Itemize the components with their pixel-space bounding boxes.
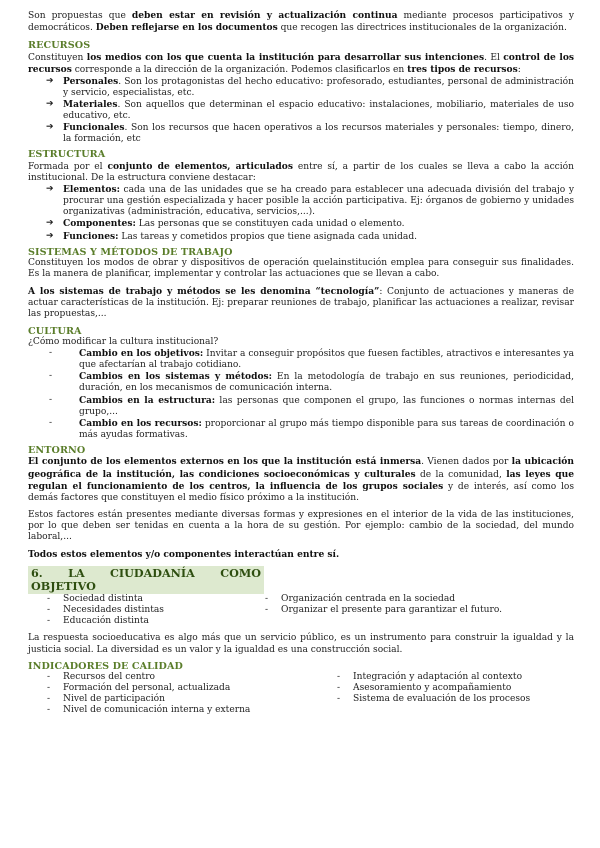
list-item: - Asesoramiento y acompañamiento xyxy=(337,683,512,694)
list-item: - Nivel de comunicación interna y externa xyxy=(47,705,251,716)
sistemas-paragraph: Constituyen los modos de obrar y dispositivos de operación quelainstitución emplea para conseguir sus finalidades. Es la manera de planificar, implementar y controlar las actuaciones que se llevan a cabo. xyxy=(28,258,574,280)
arrow-icon: ➔ xyxy=(46,184,54,195)
ciudadania-col-1 xyxy=(28,594,246,627)
intro-paragraph: Son propuestas que deben estar en revisión y actualización continua mediante procesos participativos y democráticos. Deben reflejarse en los documentos que recogen las directrices institucionales de la organización. xyxy=(28,10,575,34)
dash-marker: - xyxy=(49,371,53,382)
indicadores-heading: INDICADORES DE CALIDAD xyxy=(28,660,183,672)
dash-marker: - xyxy=(49,348,53,359)
list-item: - Cambio en los objetivos: Invitar a conseguir propósitos que fuesen factibles, atractivos e interesantes ya que afectarían al trabajo cotidiano. xyxy=(49,348,574,371)
ciudadania-col-2 xyxy=(246,594,566,627)
list-item: - Nivel de participación xyxy=(47,694,166,705)
entorno-summary: Todos estos elementos y/o componentes interactúan entre sí. xyxy=(28,549,340,561)
list-item: ➔ Personales. Son los protagonistas del hecho educativo: profesorado, estudiantes, personal de administración y servicio, especialistas, etc. xyxy=(46,75,574,98)
recursos-heading: RECURSOS xyxy=(28,40,91,52)
list-item: - Formación del personal, actualizada xyxy=(47,683,231,694)
document-page xyxy=(28,0,574,717)
dash-marker: - xyxy=(49,394,53,405)
arrow-icon: ➔ xyxy=(46,99,54,110)
entorno-heading: ENTORNO xyxy=(28,444,86,456)
arrow-icon: ➔ xyxy=(46,230,54,241)
estructura-heading: ESTRUCTURA xyxy=(28,149,106,161)
estructura-paragraph: Formada por el conjunto de elementos, articulados entre sí, a partir de los cuales se lleva a cabo la acción institucional. De la estructura conviene destacar: xyxy=(28,160,574,184)
list-item: - Recursos del centro xyxy=(47,672,156,683)
list-item: - Organizar el presente para garantizar el futuro. xyxy=(265,605,503,616)
tecnologia-paragraph: A los sistemas de trabajo y métodos se les denomina “tecnología”: Conjunto de actuaciones y maneras de actuar características de la institución. Ej: preparar reuniones de trabajo, planificar las actuaciones a realizar, revisar las propuestas,... xyxy=(28,286,574,320)
cultura-list xyxy=(28,348,574,441)
cultura-question: ¿Cómo modificar la cultura institucional? xyxy=(28,337,219,348)
list-item: ➔ Componentes: Las personas que se constituyen cada unidad o elemento. xyxy=(46,218,405,230)
arrow-icon: ➔ xyxy=(46,75,54,86)
list-item: ➔ Funcionales. Son los recursos que hacen operativos a los recursos materiales y personales: tiempo, dinero, la formación, etc xyxy=(46,122,574,145)
indicadores-columns xyxy=(28,672,574,716)
dash-marker: - xyxy=(49,417,53,428)
list-item: - Cambio en los recursos: proporcionar al grupo más tiempo disponible para sus tareas de coordinación o más ayudas formativas. xyxy=(49,417,574,440)
list-item: - Sistema de evaluación de los procesos xyxy=(337,694,531,705)
list-item: - Educación distinta xyxy=(47,616,149,627)
arrow-icon: ➔ xyxy=(46,218,54,229)
list-item: - Sociedad distinta xyxy=(47,594,143,605)
sistemas-heading: SISTEMAS Y MÉTODOS DE TRABAJO xyxy=(28,246,233,258)
entorno-factores-paragraph: Estos factores están presentes mediante diversas formas y expresiones en el interior de la vida de las instituciones, por lo que deben ser tenidas en cuenta a la hora de su gestión. Por ejemplo: cambio de la sociedad, del mundo laboral,... xyxy=(28,509,574,542)
arrow-icon: ➔ xyxy=(46,122,54,133)
list-item: ➔ Funciones: Las tareas y cometidos propios que tiene asignada cada unidad. xyxy=(46,230,418,242)
recursos-paragraph: Constituyen los medios con los que cuenta la institución para desarrollar sus intenciones. El control de los recursos corresponde a la dirección de la organización. Podemos clasificarlos en tres tipos de recursos: xyxy=(28,51,575,75)
indicadores-col-1 xyxy=(28,672,318,716)
entorno-paragraph: El conjunto de los elementos externos en los que la institución está inmersa. Vienen dados por la ubicación geográfica de la institución, las condiciones socioeconómicas y culturales de la comunidad, las leyes que regulan el funcionamiento de los centros, la influencia de los grupos sociales y de interés, así como los demás factores que constituyen el medio físico próximo a la institución. xyxy=(28,456,574,503)
recursos-list xyxy=(28,76,574,146)
list-item: ➔ Materiales. Son aquellos que determinan el espacio educativo: instalaciones, mobiliario, materiales de uso educativo, etc. xyxy=(46,99,574,122)
estructura-list xyxy=(28,184,574,242)
list-item: - Integración y adaptación al contexto xyxy=(337,672,523,683)
section-title-ciudadania: 6. LA CIUDADANÍA COMO OBJETIVO xyxy=(28,566,264,594)
indicadores-col-2 xyxy=(318,672,568,716)
ciudadania-columns xyxy=(28,594,574,627)
list-item: - Cambios en la estructura: las personas que componen el grupo, las funciones o normas internas del grupo,... xyxy=(49,394,575,417)
cultura-heading: CULTURA xyxy=(28,325,82,337)
list-item: ➔ Elementos: cada una de las unidades que se ha creado para establecer una adecuada división del trabajo y procurar una gestión especializada y hacer posible la acción participativa. Ej: órganos de gobierno y unidades organizativas (administración, educativa, servicios,...). xyxy=(46,184,574,218)
list-item: - Cambios en los sistemas y métodos: En la metodología de trabajo en sus reuniones, periodicidad, duración, en los mecanismos de comunicación interna. xyxy=(49,371,574,394)
list-item: - Necesidades distintas xyxy=(47,605,164,616)
ciudadania-paragraph: La respuesta socioeducativa es algo más que un servicio público, es un instrumento para construir la igualdad y la justicia social. La diversidad es un valor y la igualdad es una construcción social. xyxy=(28,633,574,655)
list-item: - Organización centrada en la sociedad xyxy=(265,594,456,605)
